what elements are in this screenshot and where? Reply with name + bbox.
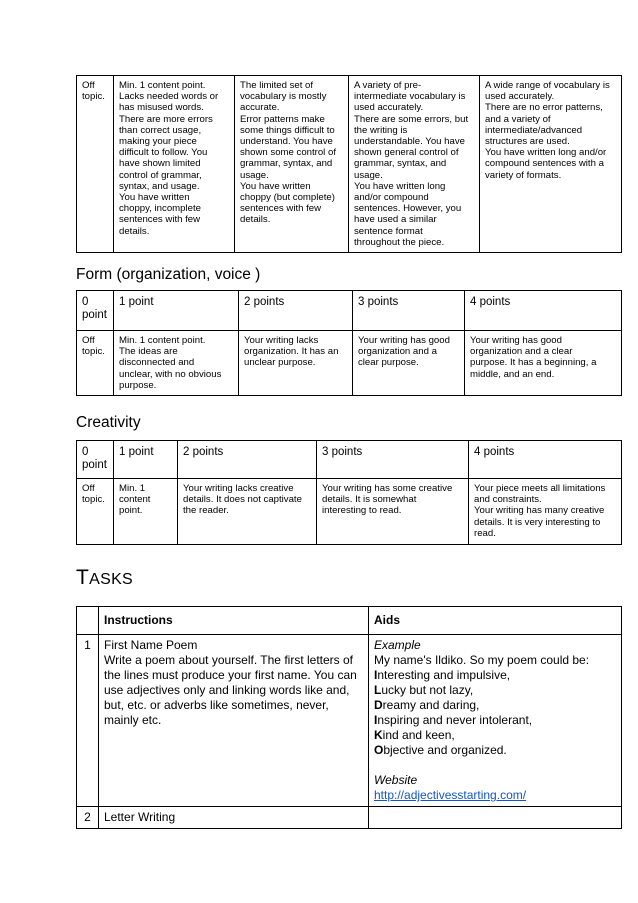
poem-rest: nspiring and never intolerant, xyxy=(377,713,533,727)
text-line: point xyxy=(82,309,107,321)
poem-line xyxy=(374,713,616,728)
text-line: variety of formats. xyxy=(485,169,562,181)
text-line: read. xyxy=(474,527,496,539)
creativity-rubric-table xyxy=(76,440,622,545)
form-cell-4 xyxy=(465,331,622,396)
text-line: throughout the piece. xyxy=(354,236,445,248)
text-line: 3 points xyxy=(322,446,363,458)
vocabulary-rubric-row xyxy=(77,76,622,253)
text-line: You have written long and/or xyxy=(485,147,607,159)
vocabulary-rubric-table xyxy=(76,75,622,253)
text-line: 2 points xyxy=(244,296,285,308)
text-line: Min. 1 content point. xyxy=(119,335,206,346)
task-aids xyxy=(369,807,622,829)
tasks-header-aids: Aids xyxy=(369,607,622,635)
creativity-cell-0 xyxy=(77,479,114,545)
text-line: A wide range of vocabulary is xyxy=(485,80,610,91)
text-line: details. xyxy=(119,225,150,237)
poem-initial: I xyxy=(374,713,378,727)
text-line: You have written xyxy=(240,180,311,192)
creativity-criteria-row xyxy=(77,479,622,545)
task-number: 2 xyxy=(77,807,99,829)
text-line: details. It is somewhat xyxy=(322,494,417,506)
text-line: Write a poem about yourself. The first letters of xyxy=(104,653,353,667)
example-label: Example xyxy=(374,638,421,652)
website-label: Website xyxy=(374,773,418,787)
text-line: 2 points xyxy=(183,446,224,458)
text-line: syntax, and usage. xyxy=(119,180,200,192)
text-line: choppy (but complete) xyxy=(240,192,335,204)
form-header-2 xyxy=(239,291,353,331)
text-line: middle, and an end. xyxy=(470,368,555,380)
text-line: point xyxy=(82,459,107,471)
text-line: point. xyxy=(119,505,143,517)
text-line: the reader. xyxy=(183,505,229,517)
website-link[interactable]: http://adjectivesstarting.com/ xyxy=(374,788,527,802)
poem-line xyxy=(374,743,616,758)
vocab-cell-1 xyxy=(114,76,235,253)
form-cell-2 xyxy=(239,331,353,396)
text-line: Your writing lacks xyxy=(244,335,319,346)
text-line: used accurately. xyxy=(354,102,424,114)
text-line: grammar, syntax, and xyxy=(354,158,447,170)
task-number: 1 xyxy=(77,635,99,807)
text-line: vocabulary is mostly xyxy=(240,91,327,103)
text-line: First Name Poem xyxy=(104,638,198,652)
creativity-cell-4 xyxy=(469,479,622,545)
form-header-row xyxy=(77,291,622,331)
text-line: have used a similar xyxy=(354,214,437,226)
text-line: used accurately. xyxy=(485,91,555,103)
text-line: A variety of pre- xyxy=(354,80,422,91)
text-line: You have written xyxy=(119,192,190,204)
text-line: 4 points xyxy=(470,296,511,308)
form-cell-0 xyxy=(77,331,114,396)
poem-line xyxy=(374,698,616,713)
text-line: organization and a xyxy=(358,346,437,358)
poem-line xyxy=(374,683,616,698)
text-line: topic. xyxy=(82,494,105,506)
text-line: the lines must produce your first name. You can xyxy=(104,668,357,682)
text-line: shown some control of xyxy=(240,147,336,159)
poem-rest: ind and keen, xyxy=(382,728,455,742)
text-line: disconnected and xyxy=(119,357,195,369)
tasks-table xyxy=(76,606,622,829)
poem-rest: nteresting and impulsive, xyxy=(377,668,511,682)
text-line: interesting to read. xyxy=(322,505,402,517)
text-line: understandable. You have xyxy=(354,136,465,148)
text-line: choppy, incomplete xyxy=(119,203,201,215)
tasks-header-instructions: Instructions xyxy=(99,607,369,635)
example-intro: My name's Ildiko. So my poem could be: xyxy=(374,653,590,667)
text-line: organization and a clear xyxy=(470,346,573,358)
creativity-header-4 xyxy=(469,441,622,479)
creativity-cell-1 xyxy=(114,479,178,545)
text-line: You have written long xyxy=(354,180,446,192)
poem-initial: D xyxy=(374,698,383,712)
text-line: Your writing has good xyxy=(470,335,562,346)
vocab-cell-4 xyxy=(480,76,622,253)
text-line: purpose. It has a beginning, a xyxy=(470,357,597,369)
text-line: 1 point xyxy=(119,296,154,308)
text-line: intermediate/advanced xyxy=(485,124,583,136)
text-line: compound sentences with a xyxy=(485,158,604,170)
tasks-section-title: TASKS xyxy=(76,566,134,589)
form-cell-3 xyxy=(353,331,465,396)
text-line: Letter Writing xyxy=(104,810,176,824)
text-line: have shown limited xyxy=(119,158,201,170)
text-line: accurate. xyxy=(240,102,280,114)
text-line: The ideas are xyxy=(119,346,178,358)
text-line: sentence format xyxy=(354,225,423,237)
text-line: and/or compound xyxy=(354,192,429,204)
text-line: sentences with few xyxy=(240,203,322,215)
creativity-header-3 xyxy=(317,441,469,479)
text-line: unclear, with no obvious xyxy=(119,368,222,380)
text-line: Off xyxy=(82,335,95,346)
form-rubric-table xyxy=(76,290,622,396)
text-line: Your writing lacks creative xyxy=(183,483,294,494)
text-line: sentences. However, you xyxy=(354,203,462,215)
form-header-1 xyxy=(114,291,239,331)
text-line: content xyxy=(119,494,151,506)
form-criteria-row xyxy=(77,331,622,396)
text-line: Your writing has good xyxy=(358,335,450,346)
text-line: Lacks needed words or xyxy=(119,91,219,103)
text-line: Error patterns make xyxy=(240,113,325,125)
text-line: organization. It has an xyxy=(244,346,339,358)
text-line: intermediate vocabulary is xyxy=(354,91,466,103)
poem-line xyxy=(374,728,616,743)
poem-rest: reamy and daring, xyxy=(382,698,480,712)
text-line: usage. xyxy=(240,169,269,181)
task-instructions xyxy=(99,635,369,807)
text-line: and a variety of xyxy=(485,113,551,125)
text-line: 1 point xyxy=(119,446,154,458)
text-line: but, etc. or adverbs like sometimes, never, xyxy=(104,698,329,712)
poem-rest: bjective and organized. xyxy=(383,743,507,757)
text-line: There are no error patterns, xyxy=(485,102,603,114)
example-poem xyxy=(374,668,616,758)
creativity-cell-2 xyxy=(178,479,317,545)
text-line: grammar, syntax, and xyxy=(240,158,333,170)
creativity-section-title: Creativity xyxy=(76,414,141,431)
poem-line xyxy=(374,668,616,683)
text-line: 4 points xyxy=(474,446,515,458)
form-section-title: Form (organization, voice ) xyxy=(76,266,261,283)
creativity-cell-3 xyxy=(317,479,469,545)
text-line: than correct usage, xyxy=(119,124,202,136)
creativity-header-0 xyxy=(77,441,114,479)
poem-initial: I xyxy=(374,668,378,682)
text-line: sentences with few xyxy=(119,214,201,226)
text-line: difficult to follow. You xyxy=(119,147,208,159)
text-line: the writing is xyxy=(354,124,408,136)
text-line: Your writing has some creative xyxy=(322,483,453,494)
text-line: has misused words. xyxy=(119,102,204,114)
text-line: mainly etc. xyxy=(104,713,162,727)
tasks-header-num xyxy=(77,607,99,635)
text-line: Your piece meets all limitations xyxy=(474,483,606,494)
text-line: Off xyxy=(82,80,95,91)
text-line: Min. 1 content point. xyxy=(119,80,206,91)
creativity-header-row xyxy=(77,441,622,479)
text-line: 0 xyxy=(82,446,89,458)
text-line: details. It does not captivate xyxy=(183,494,302,506)
creativity-header-2 xyxy=(178,441,317,479)
task-aids xyxy=(369,635,622,807)
text-line: There are some errors, but xyxy=(354,113,469,125)
text-line: control of grammar, xyxy=(119,169,202,181)
task-row-1 xyxy=(77,635,622,807)
vocab-cell-2 xyxy=(235,76,349,253)
text-line: unclear purpose. xyxy=(244,357,316,369)
text-line: details. It is very interesting to xyxy=(474,516,601,528)
poem-rest: ucky but not lazy, xyxy=(381,683,474,697)
text-line: some things difficult to xyxy=(240,124,335,136)
poem-initial: K xyxy=(374,728,383,742)
creativity-header-1 xyxy=(114,441,178,479)
text-line: clear purpose. xyxy=(358,357,419,369)
form-header-3 xyxy=(353,291,465,331)
text-line: making your piece xyxy=(119,136,197,148)
text-line: understand. You have xyxy=(240,136,333,148)
form-cell-1 xyxy=(114,331,239,396)
vocab-cell-0 xyxy=(77,76,114,253)
text-line: shown general control of xyxy=(354,147,459,159)
text-line: Off xyxy=(82,483,95,494)
text-line: topic. xyxy=(82,346,105,358)
text-line: There are more errors xyxy=(119,113,213,125)
form-header-0 xyxy=(77,291,114,331)
form-header-4 xyxy=(465,291,622,331)
text-line: structures are used. xyxy=(485,136,570,148)
text-line: Min. 1 xyxy=(119,483,146,494)
task-row-2 xyxy=(77,807,622,829)
task-instructions xyxy=(99,807,369,829)
vocab-cell-3 xyxy=(349,76,480,253)
text-line: 3 points xyxy=(358,296,399,308)
text-line: topic. xyxy=(82,91,105,103)
text-line: usage. xyxy=(354,169,383,181)
tasks-header-row xyxy=(77,607,622,635)
text-line: The limited set of xyxy=(240,80,314,91)
text-line: purpose. xyxy=(119,379,157,391)
text-line: use adjectives only and linking words like and, xyxy=(104,683,350,697)
text-line: and constraints. xyxy=(474,494,542,506)
text-line: Your writing has many creative xyxy=(474,505,605,517)
poem-initial: L xyxy=(374,683,382,697)
text-line: details. xyxy=(240,214,271,226)
text-line: 0 xyxy=(82,296,89,308)
poem-initial: O xyxy=(374,743,384,757)
